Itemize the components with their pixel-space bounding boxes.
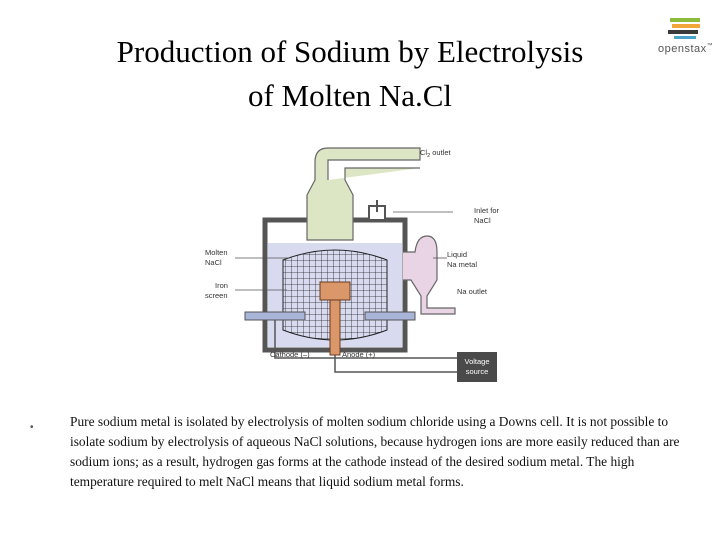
bullet-marker: • [30, 422, 34, 433]
anode-stem [330, 300, 340, 355]
openstax-logo-icon [658, 16, 714, 42]
openstax-wordmark [658, 43, 713, 55]
cathode-label: Cathode (–) [270, 350, 310, 359]
cl2-subscript: 2 [427, 153, 431, 159]
na-outlet-label: Na outlet [457, 287, 488, 296]
anode-head [320, 282, 350, 300]
slide-title-line1: Production of Sodium by Electrolysis [116, 34, 584, 69]
cl2-outlet-label [420, 148, 452, 159]
voltage-source-label-2: source [465, 367, 489, 376]
slide-title [40, 30, 660, 118]
inlet-label-2: NaCl [474, 216, 491, 225]
cl2-text: Cl [420, 148, 428, 157]
inlet-label-1: Inlet for [474, 206, 500, 215]
cathode-right [365, 312, 415, 320]
slide-title-line2: of Molten Na.Cl [247, 78, 453, 113]
iron-label-2: screen [205, 291, 228, 300]
body-paragraph: Pure sodium metal is isolated by electrolysis of molten sodium chloride using a Downs cell. It is not possible to isolate sodium by electrolysis of aqueous NaCl solutions, because hydrogen ions are more easily reduced than are sodium ions; as a result, hydrogen gas forms at the cathode instead of the desired sodium metal. The high temperature required to melt NaCl means that liquid sodium metal forms. [70, 414, 680, 489]
anode-label: Anode (+) [342, 350, 376, 359]
downs-cell-diagram [195, 140, 515, 385]
logo-text: openstax [658, 43, 707, 55]
logo-trademark: ™ [706, 43, 714, 49]
molten-label-2: NaCl [205, 258, 222, 267]
cathode-left [245, 312, 305, 320]
iron-label-1: Iron [215, 281, 228, 290]
cl2-outlet-text: outlet [430, 148, 451, 157]
molten-label-1: Molten [205, 248, 228, 257]
openstax-logo [658, 16, 714, 60]
liquid-na-vessel [403, 236, 455, 314]
liquid-na-label-2: Na metal [447, 260, 478, 269]
logo-bar-green [670, 18, 700, 22]
voltage-source-label-1: Voltage [464, 357, 490, 366]
logo-bar-dark [668, 30, 698, 34]
logo-bar-blue [674, 36, 696, 39]
liquid-na-label-1: Liquid [447, 250, 468, 259]
logo-bar-orange [672, 24, 700, 28]
